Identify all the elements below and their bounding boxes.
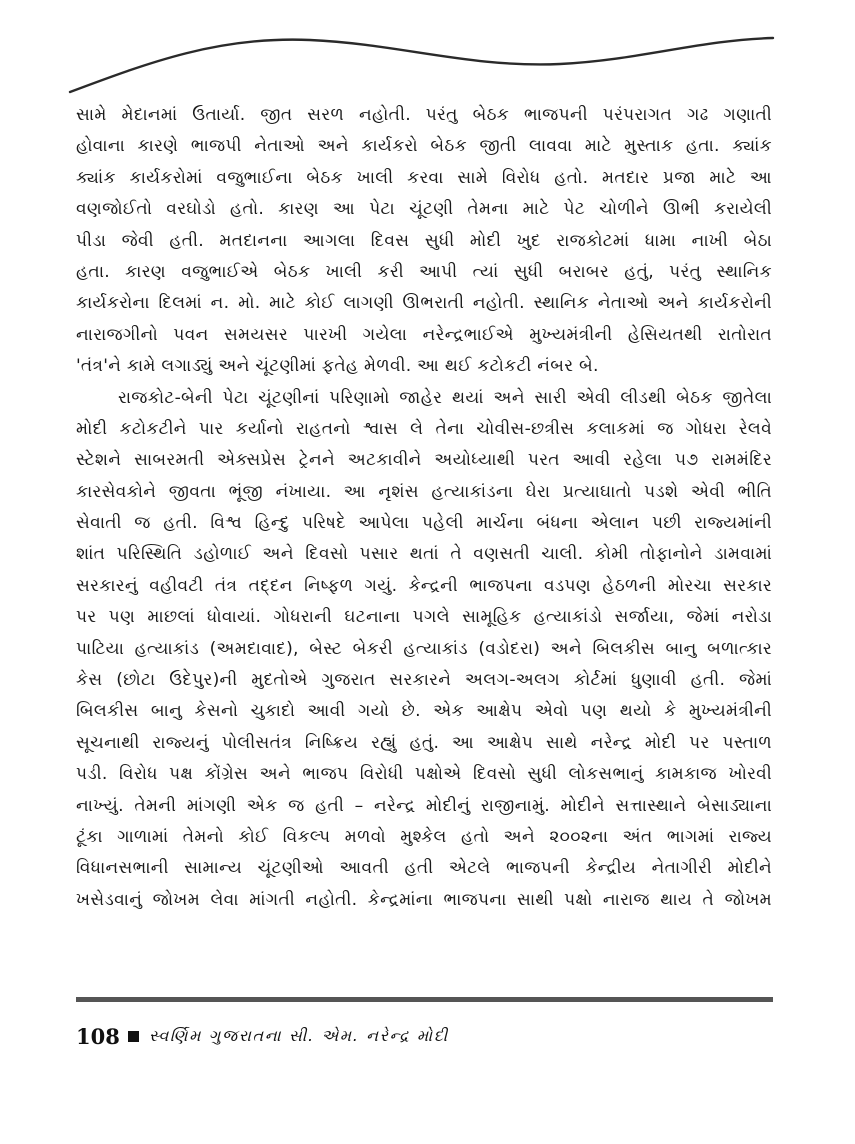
text-line: નારાજગીનો પવન સમયસર પારખી ગયેલા નરેન્દ્રભાઈએ મુખ્યમંત્રીની હેસિયતથી રાતોરાત [76,324,772,345]
text-line: પાટિયા હત્યાકાંડ (અમદાવાદ), બેસ્ટ બેકરી હત્યાકાંડ (વડોદરા) અને બિલકીસ બાનુ બળાત્કાર [76,638,772,659]
page-footer [76,1021,449,1051]
text-line: ખસેડવાનું જોખમ લેવા માંગતી નહોતી. કેન્દ્રમાંના ભાજપના સાથી પક્ષો નારાજ થાય તે જોખમ [76,889,772,910]
text-line: રાજકોટ-બેની પેટા ચૂંટણીનાં પરિણામો જાહેર થયાં અને સારી એવી લીડથી બેઠક જીતેલા [118,387,772,408]
running-title: સ્વર્ણિમ ગુજરાતના સી. એમ. નરેન્દ્ર મોદી [148,1026,449,1045]
square-icon [128,1031,139,1042]
text-line: સરકારનું વહીવટી તંત્ર તદ્દન નિષ્ફળ ગયું. કેન્દ્રની ભાજપના વડપણ હેઠળની મોરચા સરકાર [76,575,772,596]
text-line: વણજોઈતો વરઘોડો હતો. કારણ આ પેટા ચૂંટણી તેમના માટે પેટ ચોળીને ઊભી કરાયેલી [76,199,772,220]
text-line: પીડા જેવી હતી. મતદાનના આગલા દિવસ સુધી મોદી ખુદ રાજકોટમાં ધામા નાખી બેઠા [76,230,772,251]
text-line: ટૂંકા ગાળામાં તેમનો કોઈ વિકલ્પ મળવો મુશ્કેલ હતો અને ૨૦૦૨ના અંત ભાગમાં રાજ્ય [76,826,772,847]
paragraph-2 [76,383,772,917]
text-line: કેસ (છોટા ઉદેપુર)ની મુદતોએ ગુજરાત સરકારને અલગ-અલગ કોર્ટમાં ધુણાવી હતી. જેમાં [76,670,772,691]
footer-rule [76,997,773,1002]
text-line: સેવાતી જ હતી. વિશ્વ હિન્દુ પરિષદે આપેલા પહેલી માર્ચના બંધના એલાન પછી રાજ્યમાંની [76,513,772,534]
text-line: વિધાનસભાની સામાન્ય ચૂંટણીઓ આવતી હતી એટલે ભાજપની કેન્દ્રીય નેતાગીરી મોદીને [76,858,772,879]
text-line: સ્ટેશને સાબરમતી એક્સપ્રેસ ટ્રેનને અટકાવીને અયોધ્યાથી પરત આવી રહેલા ૫૭ રામમંદિર [76,450,772,471]
text-line: હોવાના કારણે ભાજપી નેતાઓ અને કાર્યકરો બેઠક જીતી લાવવા માટે મુસ્તાક હતા. ક્યાંક [76,136,772,157]
paragraph-1 [76,100,772,383]
text-line: ક્યાંક કાર્યકરોમાં વજુભાઈના બેઠક ખાલી કરવા સામે વિરોધ હતો. મતદાર પ્રજા માટે આ [76,167,772,188]
text-line: પર પણ માછલાં ધોવાયાં. ગોધરાની ઘટનાના પગલે સામૂહિક હત્યાકાંડો સર્જાયા, જેમાં નરોડા [76,607,772,628]
text-line: હતા. કારણ વજુભાઈએ બેઠક ખાલી કરી આપી ત્યાં સુધી બરાબર હતું, પરંતુ સ્થાનિક [76,261,772,282]
text-line: નાખ્યું. તેમની માંગણી એક જ હતી – નરેન્દ્ર મોદીનું રાજીનામું. મોદીને સત્તાસ્થાને બેસાડ્યાના [76,795,772,816]
text-line: કાર્યકરોના દિલમાં ન. મો. માટે કોઈ લાગણી ઊભરાતી નહોતી. સ્થાનિક નેતાઓ અને કાર્યકરોની [76,293,772,314]
decorative-wave [0,0,855,110]
body-text [76,100,772,916]
page-number: 108 [76,1023,120,1049]
text-line: કારસેવકોને જીવતા ભૂંજી નંખાયા. આ નૃશંસ હત્યાકાંડના ઘેરા પ્રત્યાઘાતો પડશે એવી ભીતિ [76,481,772,502]
text-line: સૂચનાથી રાજ્યનું પોલીસતંત્ર નિષ્ક્રિય રહ્યું હતું. આ આક્ષેપ સાથે નરેન્દ્ર મોદી પર પસ્તાળ [76,732,772,753]
text-line: બિલકીસ બાનુ કેસનો ચુકાદો આવી ગયો છે. એક આક્ષેપ એવો પણ થયો કે મુખ્યમંત્રીની [76,701,772,722]
text-line: મોદી કટોકટીને પાર કર્યાનો રાહતનો શ્વાસ લે તેના ચોવીસ-છત્રીસ કલાકમાં જ ગોધરા રેલવે [76,418,772,439]
text-line: શાંત પરિસ્થિતિ ડહોળાઈ અને દિવસો પસાર થતાં તે વણસતી ચાલી. કોમી તોફાનોને ડામવામાં [76,544,772,565]
text-line: 'તંત્ર'ને કામે લગાડ્યું અને ચૂંટણીમાં ફતેહ મેળવી. આ થઈ કટોકટી નંબર બે. [76,356,599,377]
text-line: પડી. વિરોધ પક્ષ કોંગ્રેસ અને ભાજપ વિરોધી પક્ષોએ દિવસો સુધી લોકસભાનું કામકાજ ખોરવી [76,764,772,785]
text-line: સામે મેદાનમાં ઉતાર્યા. જીત સરળ નહોતી. પરંતુ બેઠક ભાજપની પરંપરાગત ગઢ ગણાતી [76,105,772,125]
